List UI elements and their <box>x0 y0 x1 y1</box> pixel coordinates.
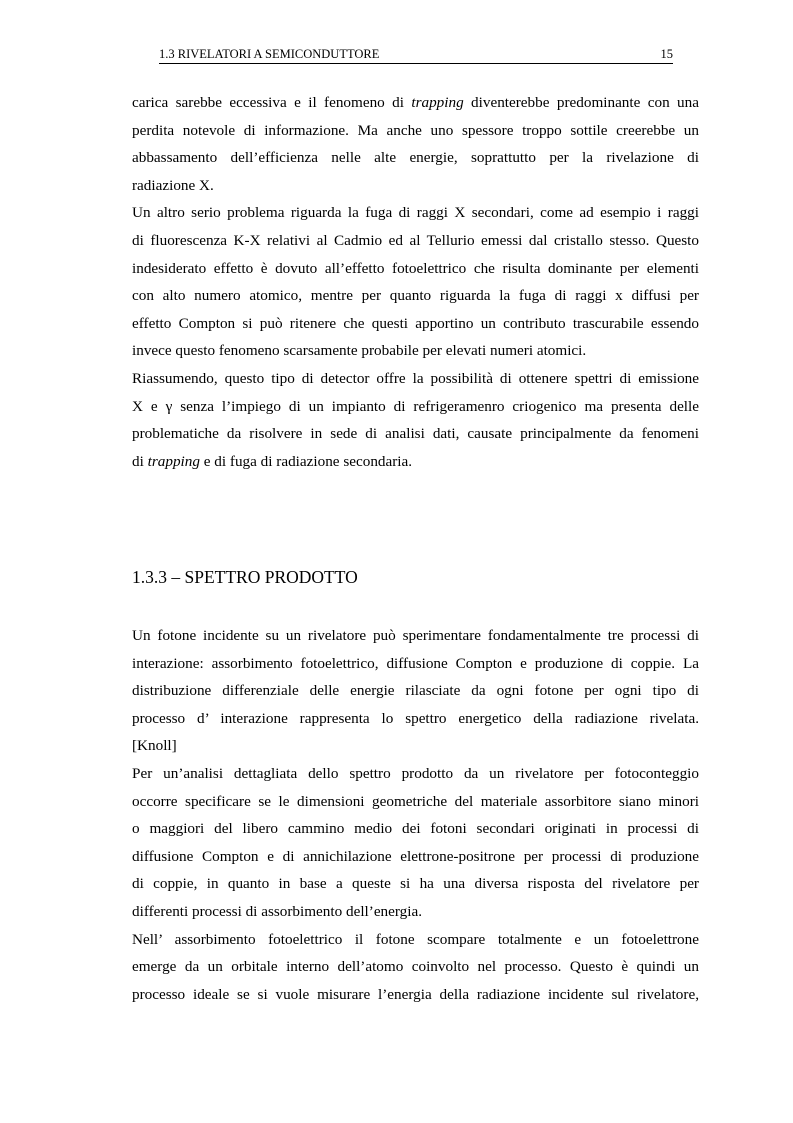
paragraph <box>132 760 699 926</box>
text-line: perdita notevole di informazione. Ma anche uno spessore troppo sottile creerebbe un <box>132 121 699 139</box>
text-line: Riassumendo, questo tipo di detector offre la possibilità di ottenere spettri di emissione <box>132 369 699 387</box>
text-line: [Knoll] <box>132 737 177 755</box>
text-line: Per un’analisi dettagliata dello spettro prodotto da un rivelatore per fotoconteggio <box>132 764 699 782</box>
text-line: Un altro serio problema riguarda la fuga di raggi X secondari, come ad esempio i raggi <box>132 204 699 222</box>
paragraph <box>132 199 699 365</box>
text-line: emerge da un orbitale interno dell’atomo coinvolto nel processo. Questo è quindi un <box>132 958 699 976</box>
text-line: radiazione X. <box>132 176 214 194</box>
text-line: distribuzione differenziale delle energie rilasciate da ogni fotone per ogni tipo di <box>132 682 699 700</box>
text-line: invece questo fenomeno scarsamente probabile per elevati numeri atomici. <box>132 342 587 360</box>
text-line: di coppie, in quanto in base a queste si ha una diversa risposta del rivelatore per <box>132 875 699 893</box>
text-line: effetto Compton si può ritenere che questi apportino un contributo trascurabile essendo <box>132 314 699 332</box>
paragraph <box>132 365 699 475</box>
chapter-title: 1.3 RIVELATORI A SEMICONDUTTORE <box>159 47 380 61</box>
text-line: interazione: assorbimento fotoelettrico, diffusione Compton e produzione di coppie. La <box>132 654 699 672</box>
text-line: diffusione Compton e di annichilazione elettrone-positrone per processi di produzione <box>132 847 699 865</box>
text-line: abbassamento dell’efficienza nelle alte energie, soprattutto per la rivelazione di <box>132 149 699 167</box>
text-line: indesiderato effetto è dovuto all’effetto fotoelettrico che risulta dominante per elementi <box>132 259 699 277</box>
text-line: con alto numero atomico, mentre per quanto riguarda la fuga di raggi x diffusi per <box>132 287 699 305</box>
paragraph <box>132 89 699 199</box>
text-line: occorre specificare se le dimensioni geometriche del materiale assorbitore siano minori <box>132 792 699 810</box>
text-line: processo ideale se si vuole misurare l’energia della radiazione incidente sul rivelatore, <box>132 985 699 1003</box>
text-line: carica sarebbe eccessiva e il fenomeno di trapping diventerebbe predominante con una <box>132 94 699 111</box>
text-line: problematiche da risolvere in sede di analisi dati, causate principalmente da fenomeni <box>132 425 699 443</box>
page-number: 15 <box>660 47 673 61</box>
section-heading: 1.3.3 – SPETTRO PRODOTTO <box>132 567 358 587</box>
text-line: differenti processi di assorbimento dell’energia. <box>132 902 423 920</box>
paragraph <box>132 926 699 1009</box>
text-line: Un fotone incidente su un rivelatore può sperimentare fondamentalmente tre processi di <box>132 627 699 644</box>
text-line: o maggiori del libero cammino medio dei fotoni secondari originati in processi di <box>132 820 699 838</box>
text-line: di fluorescenza K-X relativi al Cadmio ed al Tellurio emessi dal cristallo stesso. Questo <box>132 231 699 249</box>
text-line: processo d’ interazione rappresenta lo spettro energetico della radiazione rivelata. <box>132 709 699 727</box>
italic-term: trapping <box>147 452 200 470</box>
text-line: X e γ senza l’impiego di un impianto di refrigeramenro criogenico ma presenta delle <box>132 397 699 415</box>
paragraph <box>132 622 699 760</box>
text-line: Nell’ assorbimento fotoelettrico il fotone scompare totalmente e un fotoelettrone <box>132 930 699 948</box>
body-text-upper <box>132 89 699 475</box>
running-header <box>159 46 673 64</box>
italic-term: trapping <box>411 94 464 111</box>
body-text-lower <box>132 622 699 1008</box>
text-line: di trapping e di fuga di radiazione secondaria. <box>132 452 413 470</box>
